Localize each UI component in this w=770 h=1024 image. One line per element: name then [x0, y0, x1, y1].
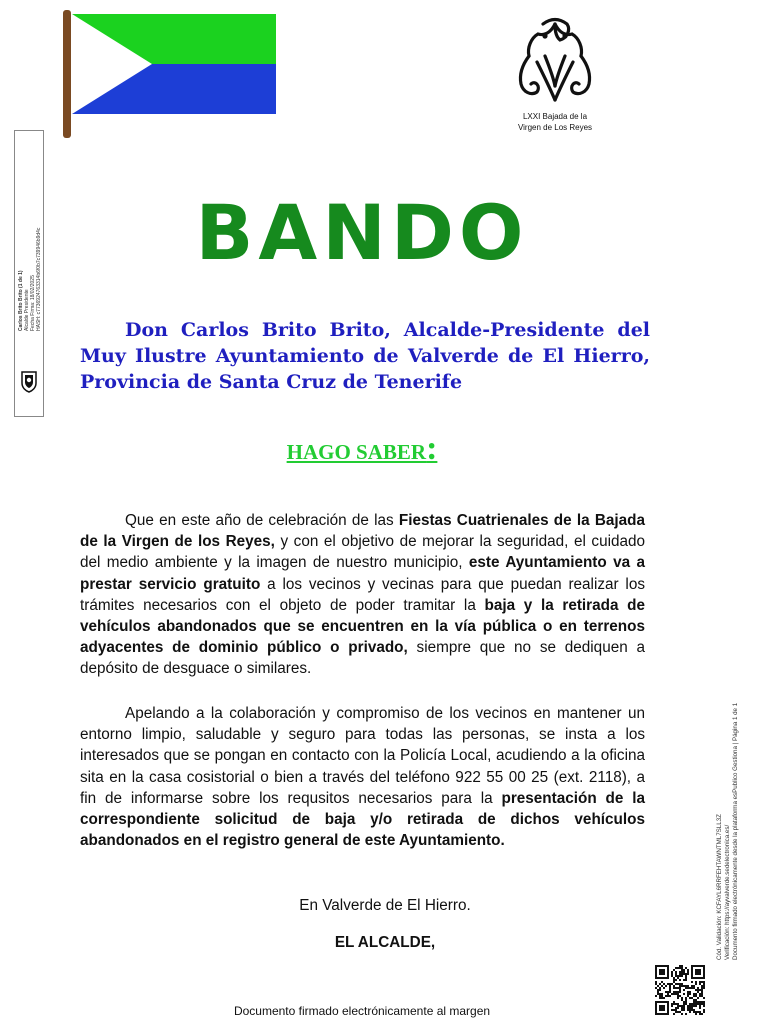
logo-caption-line1: LXXI Bajada de la: [522, 112, 588, 121]
signature-hash: HASH: c7736924763314b6f0b7c739946b9d4c: [36, 227, 42, 331]
p1-text-1: Que en este año de celebración de las: [125, 512, 399, 529]
hago-saber-colon: :: [426, 430, 438, 467]
signer-title: EL ALCALDE,: [334, 934, 436, 951]
validation-code: Cód. Validación: KCFAYL6RRFEHTAWNTML7SLL3Z: [716, 814, 723, 960]
bajada-logo-icon: [505, 16, 605, 108]
p1-text-2: y con el objetivo de mejorar la seguridad, el cuidado del medio ambiente y la imagen de nuestro municipio,: [80, 533, 646, 572]
p1-text-4: siempre que no se dediquen a depósito de desguace o similares.: [80, 639, 645, 678]
footer-note: Documento firmado electrónicamente al margen: [233, 1004, 491, 1018]
signer-name: Carlos Brito Brito (1 de 1): [18, 270, 24, 331]
place-line: En Valverde de El Hierro.: [299, 897, 471, 914]
paragraph-2: [80, 703, 645, 851]
p2-text-1: Apelando a la colaboración y compromiso de los vecinos en mantener un entorno limpio, saludable y seguro para todas las personas, se insta a los interesados que se pongan en contacto con la Policía Local, acudiendo a la oficina sita en la casa cosistorial o bien a través del teléfono 922 55 00 25 (ext. 2118), a fin de informarse sobre los requsitos necesarios para la: [80, 705, 645, 807]
paragraph-1: [80, 510, 645, 680]
p1-bold-1: Fiestas Cuatrienales de la Bajada de la Virgen de los Reyes,: [80, 512, 646, 551]
verification-url: Verificación: https://ayvalverde.sedelectronica.es/: [724, 824, 731, 960]
logo-caption: [490, 111, 620, 133]
signature-date: Fecha Firma: 18/02/2025: [30, 275, 36, 331]
valverde-flag-icon: [60, 10, 280, 140]
p2-bold-1: presentación de la correspondiente solicitud de baja y/o retirada de dichos vehículos abandonados en el registro general de este Ayuntamiento.: [80, 789, 646, 850]
p1-bold-3: baja y la retirada de vehículos abandonados que se encuentren en la vía pública o en terrenos adyacentes de dominio público o privado,: [80, 596, 645, 657]
p1-bold-2: este Ayuntamiento va a prestar servicio gratuito: [80, 554, 645, 593]
platform-note: Documento firmado electrónicamente desde la plataforma esPublico Gestiona | Página 1 de 1: [732, 702, 739, 960]
p1-text-3: a los vecinos y vecinas para que puedan realizar los trámites necesarios con el objeto de poder tramitar la: [80, 575, 645, 614]
municipal-seal-icon: [20, 369, 38, 393]
hago-saber-text: HAGO SABER: [286, 440, 427, 464]
signer-role: Alcalde Presidente: [24, 289, 30, 331]
document-title: BANDO: [195, 188, 529, 277]
hago-saber-heading: [0, 430, 724, 468]
mayor-heading: Don Carlos Brito Brito, Alcalde-Presidente del Muy Ilustre Ayuntamiento de Valverde de El Hierro, Provincia de Santa Cruz de Tenerife: [80, 319, 650, 393]
logo-caption-line2: Virgen de Los Reyes: [517, 123, 593, 132]
